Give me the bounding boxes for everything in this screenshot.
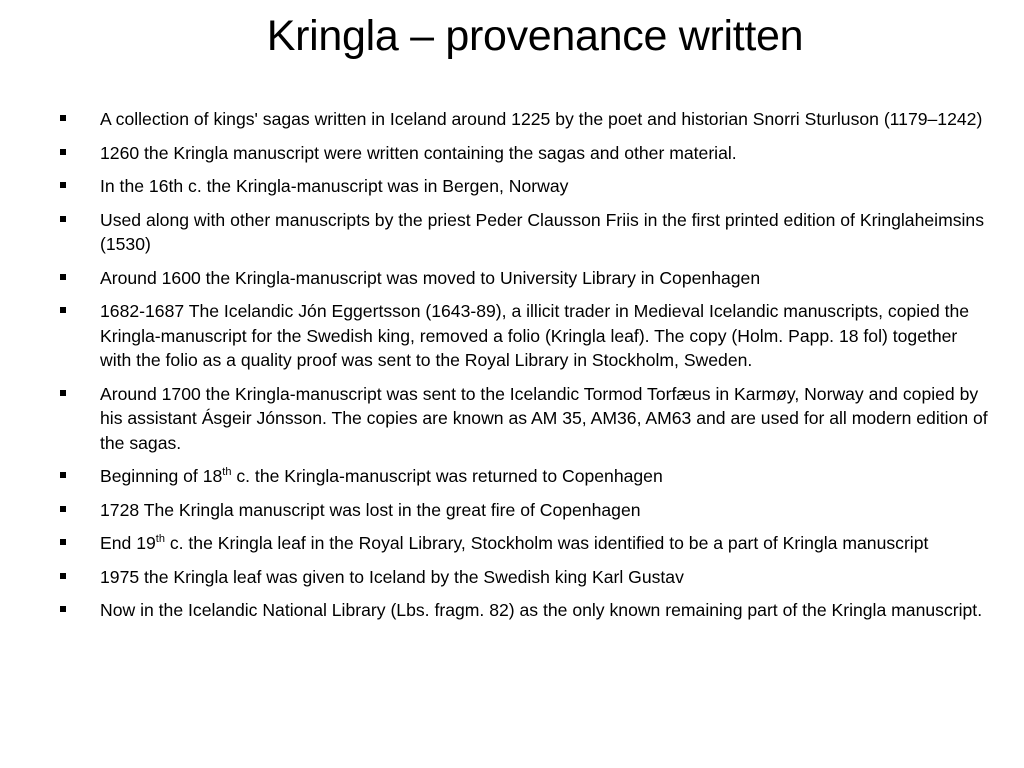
bullet-text: In the 16th c. the Kringla-manuscript was in Bergen, Norway [100,176,569,196]
bullet-item [60,208,990,257]
square-bullet-icon [60,107,80,132]
bullet-item [60,565,990,590]
slide-title: Kringla – provenance written [266,12,804,60]
bullet-text: 1682-1687 The Icelandic Jón Eggertsson (1643-89), a illicit trader in Medieval Icelandic manuscripts, copied the Kringla-manuscript for the Swedish king, removed a folio (Kringla leaf). The copy (Holm. Papp. 18 fol) together with the folio as a quality proof was sent to the Royal Library in Stockholm, Sweden. [100,301,970,370]
square-bullet-icon [60,141,80,166]
bullet-superscript: th [155,533,165,546]
bullet-item [60,464,990,489]
square-bullet-icon [60,464,80,489]
bullet-text: 1728 The Kringla manuscript was lost in the great fire of Copenhagen [100,499,641,520]
bullet-text-continued: c. the Kringla leaf in the Royal Library, Stockholm was identified to be a part of Kringla manuscript [164,533,929,553]
bullet-text: Around 1600 the Kringla-manuscript was moved to University Library in Copenhagen [100,267,761,288]
bullet-text: A collection of kings' sagas written in Iceland around 1225 by the poet and historian Snorri Sturluson (1179–1242) [100,109,983,129]
bullet-item [60,598,990,623]
square-bullet-icon [60,565,80,590]
bullet-item [60,382,990,456]
square-bullet-icon [60,598,80,623]
square-bullet-icon [60,498,80,523]
bullet-text: Used along with other manuscripts by the priest Peder Clausson Friis in the first printed edition of Kringlaheimsins (1530) [100,209,985,254]
square-bullet-icon [60,531,80,556]
bullet-item [60,141,990,166]
bullet-item [60,107,990,132]
bullet-text: Around 1700 the Kringla-manuscript was sent to the Icelandic Tormod Torfæus in Karmøy, Norway and copied by his assistant Ásgeir Jónsson. The copies are known as AM 35, AM36, AM63 and are used for all modern edition of the sagas. [100,383,988,453]
square-bullet-icon [60,208,80,233]
bullet-list [60,107,990,632]
square-bullet-icon [60,382,80,407]
square-bullet-icon [60,266,80,291]
bullet-item [60,299,990,373]
square-bullet-icon [60,299,80,324]
square-bullet-icon [60,174,80,199]
bullet-superscript: th [222,466,232,479]
bullet-text-continued: c. the Kringla-manuscript was returned to Copenhagen [231,466,663,486]
bullet-item [60,531,990,556]
bullet-text: Beginning of 18 [100,466,223,486]
bullet-item [60,174,990,199]
bullet-text: End 19 [100,533,156,553]
bullet-item [60,266,990,291]
bullet-text: 1260 the Kringla manuscript were written containing the sagas and other material. [100,142,737,163]
bullet-item [60,498,990,523]
bullet-text: 1975 the Kringla leaf was given to Iceland by the Swedish king Karl Gustav [100,566,684,587]
bullet-text: Now in the Icelandic National Library (Lbs. fragm. 82) as the only known remaining part of the Kringla manuscript. [100,600,983,620]
